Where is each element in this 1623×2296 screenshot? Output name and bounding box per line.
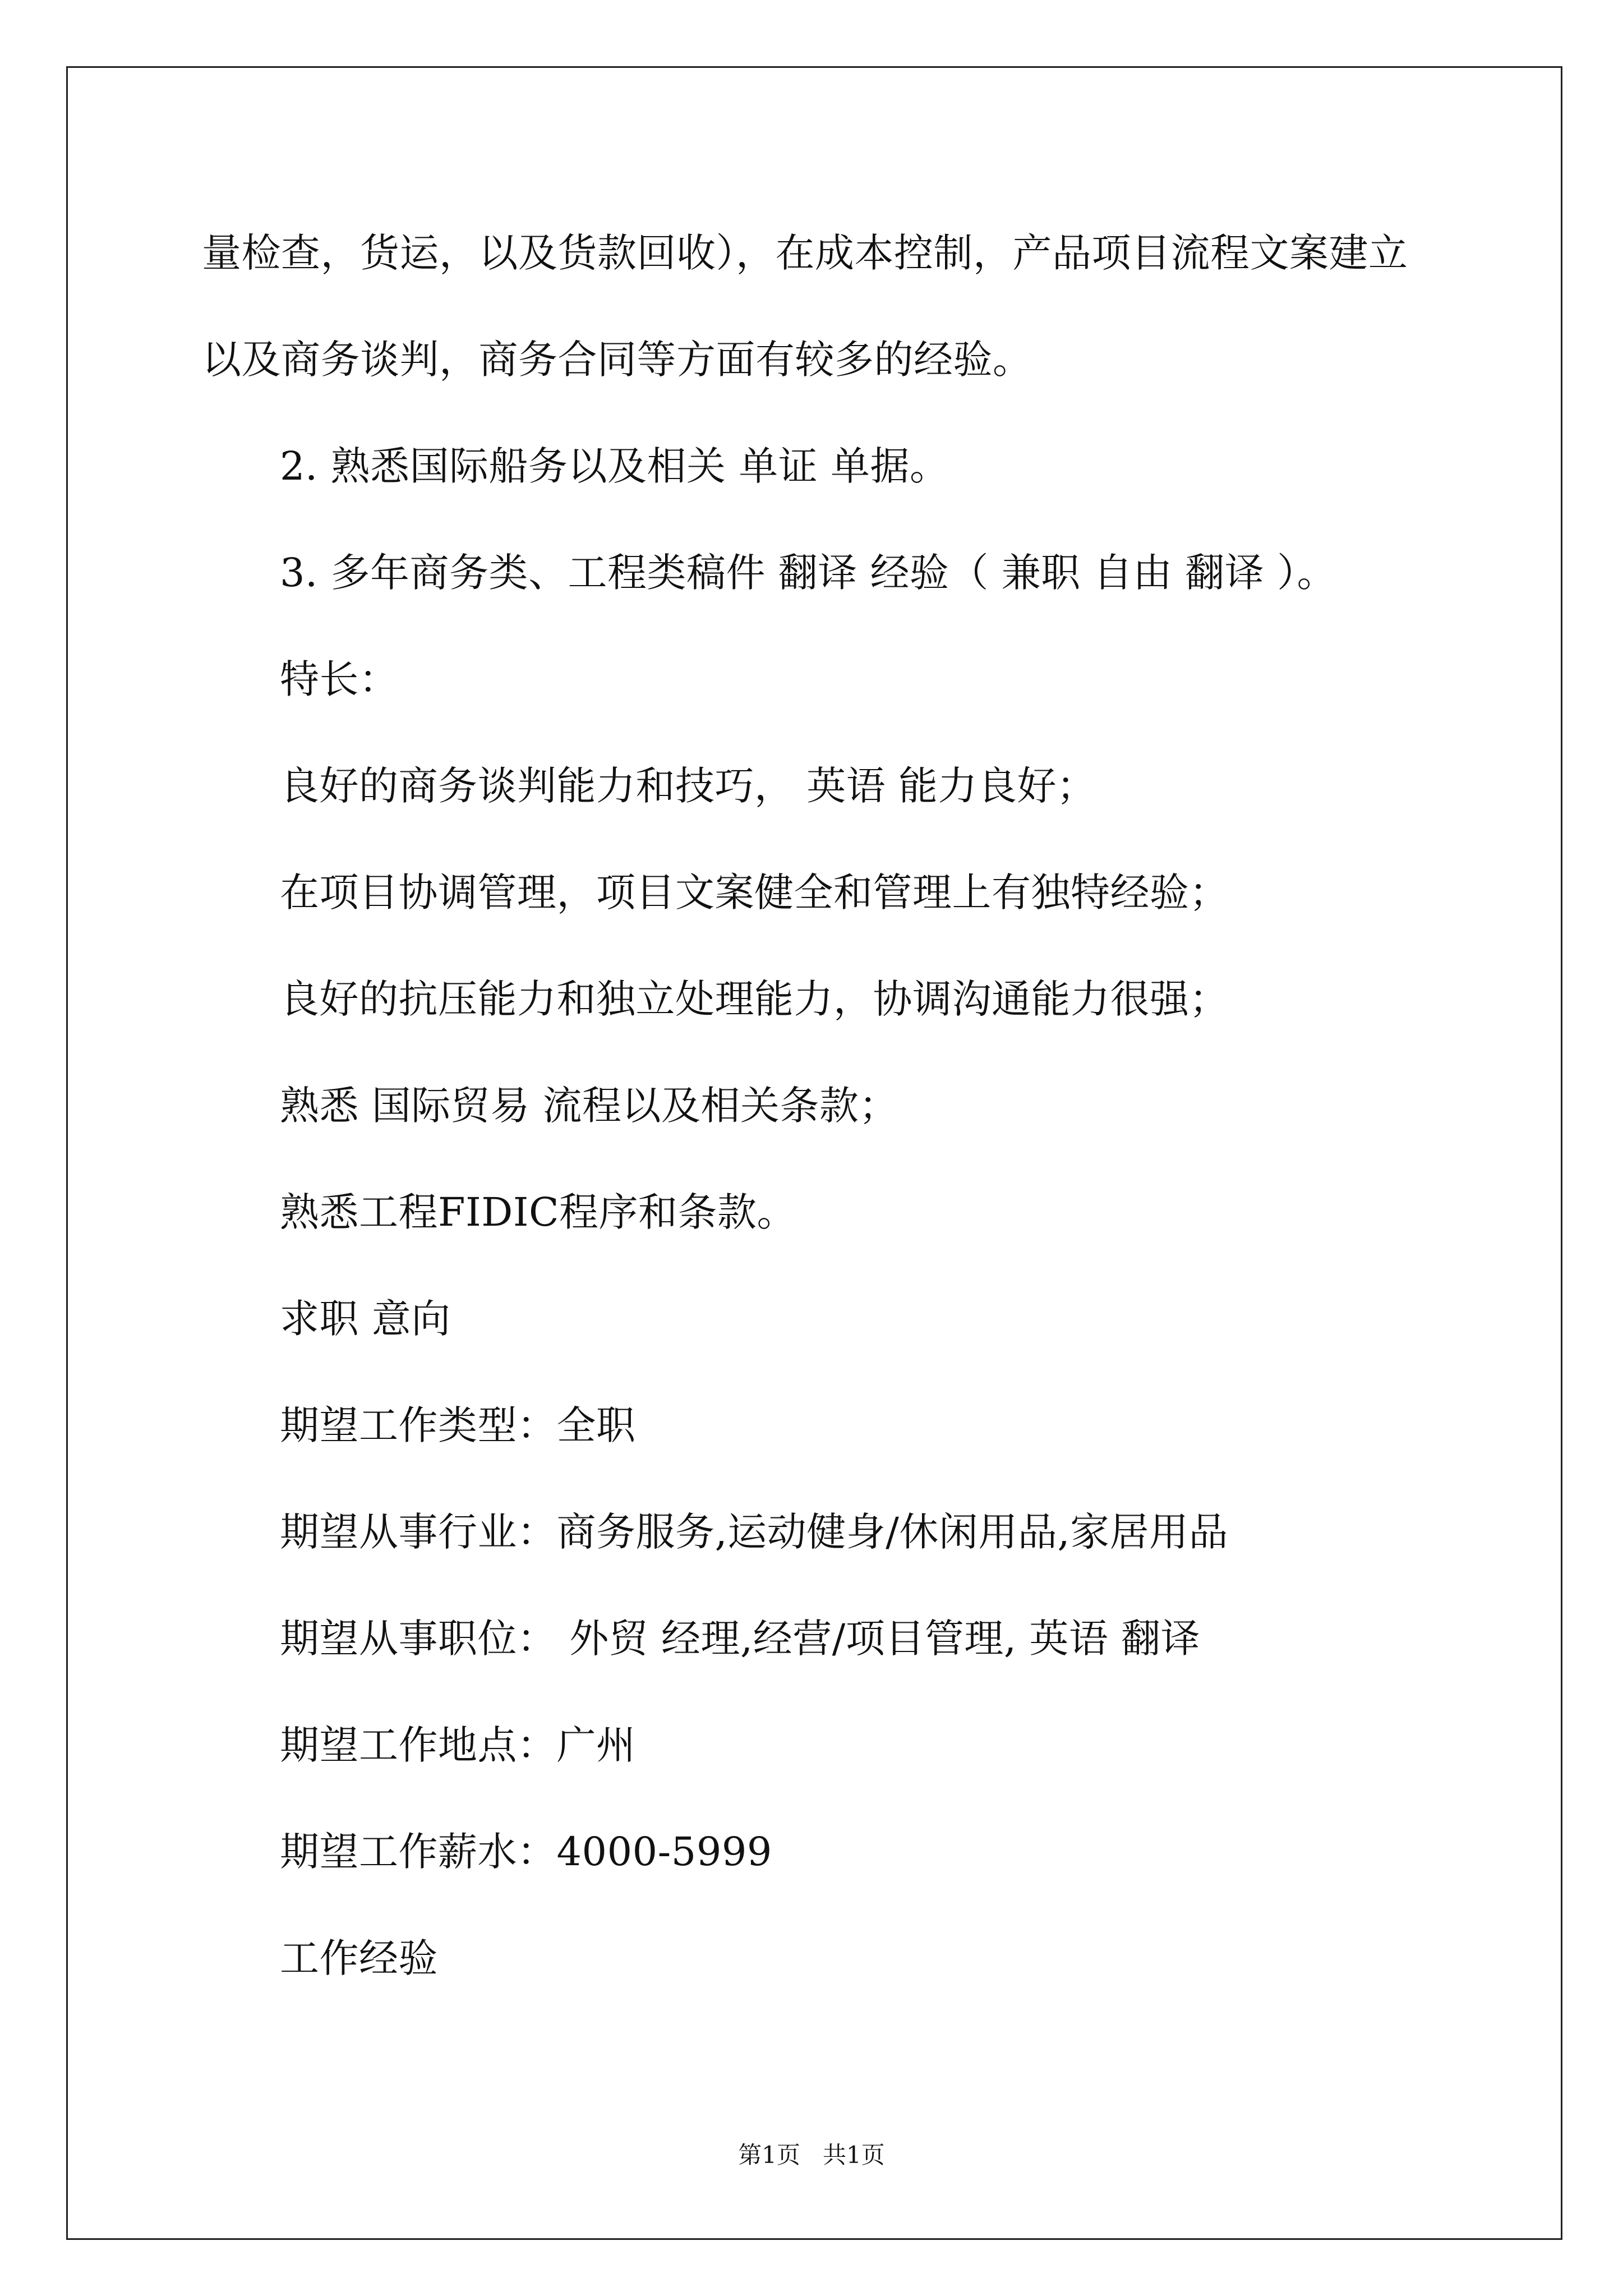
- intro-continuation-line-2: 以及商务谈判，商务合同等方面有较多的经验。: [202, 337, 1032, 383]
- job-position-line: 期望从事职位： 外贸 经理,经营/项目管理, 英语 翻译: [280, 1616, 1201, 1662]
- job-location-line: 期望工作地点：广州: [280, 1722, 636, 1768]
- job-industry-line: 期望从事行业：商务服务,运动健身/休闲用品,家居用品: [280, 1509, 1229, 1555]
- specialties-heading: 特长：: [280, 656, 399, 702]
- job-intention-heading: 求职 意向: [280, 1296, 451, 1342]
- document-body: [202, 200, 1492, 2012]
- specialty-item: 良好的商务谈判能力和技巧， 英语 能力良好；: [280, 763, 1096, 809]
- specialty-item: 熟悉工程FIDIC程序和条款。: [280, 1189, 797, 1235]
- experience-item-2: 2. 熟悉国际船务以及相关 单证 单据。: [280, 443, 949, 489]
- specialty-item: 熟悉 国际贸易 流程以及相关条款；: [280, 1083, 899, 1129]
- specialty-item: 在项目协调管理，项目文案健全和管理上有独特经验；: [280, 869, 1229, 915]
- specialty-item: 良好的抗压能力和独立处理能力，协调沟通能力很强；: [280, 976, 1229, 1022]
- work-experience-heading: 工作经验: [280, 1935, 438, 1981]
- job-type-line: 期望工作类型：全职: [280, 1402, 636, 1448]
- page-number-footer: 第1页 共1页: [738, 2141, 885, 2169]
- job-salary-line: 期望工作薪水：4000-5999: [280, 1829, 772, 1875]
- intro-continuation-line-1: 量检查，货运，以及货款回收），在成本控制，产品项目流程文案建立: [202, 230, 1408, 276]
- experience-item-3: 3. 多年商务类、工程类稿件 翻译 经验（ 兼职 自由 翻译 ）。: [280, 550, 1337, 596]
